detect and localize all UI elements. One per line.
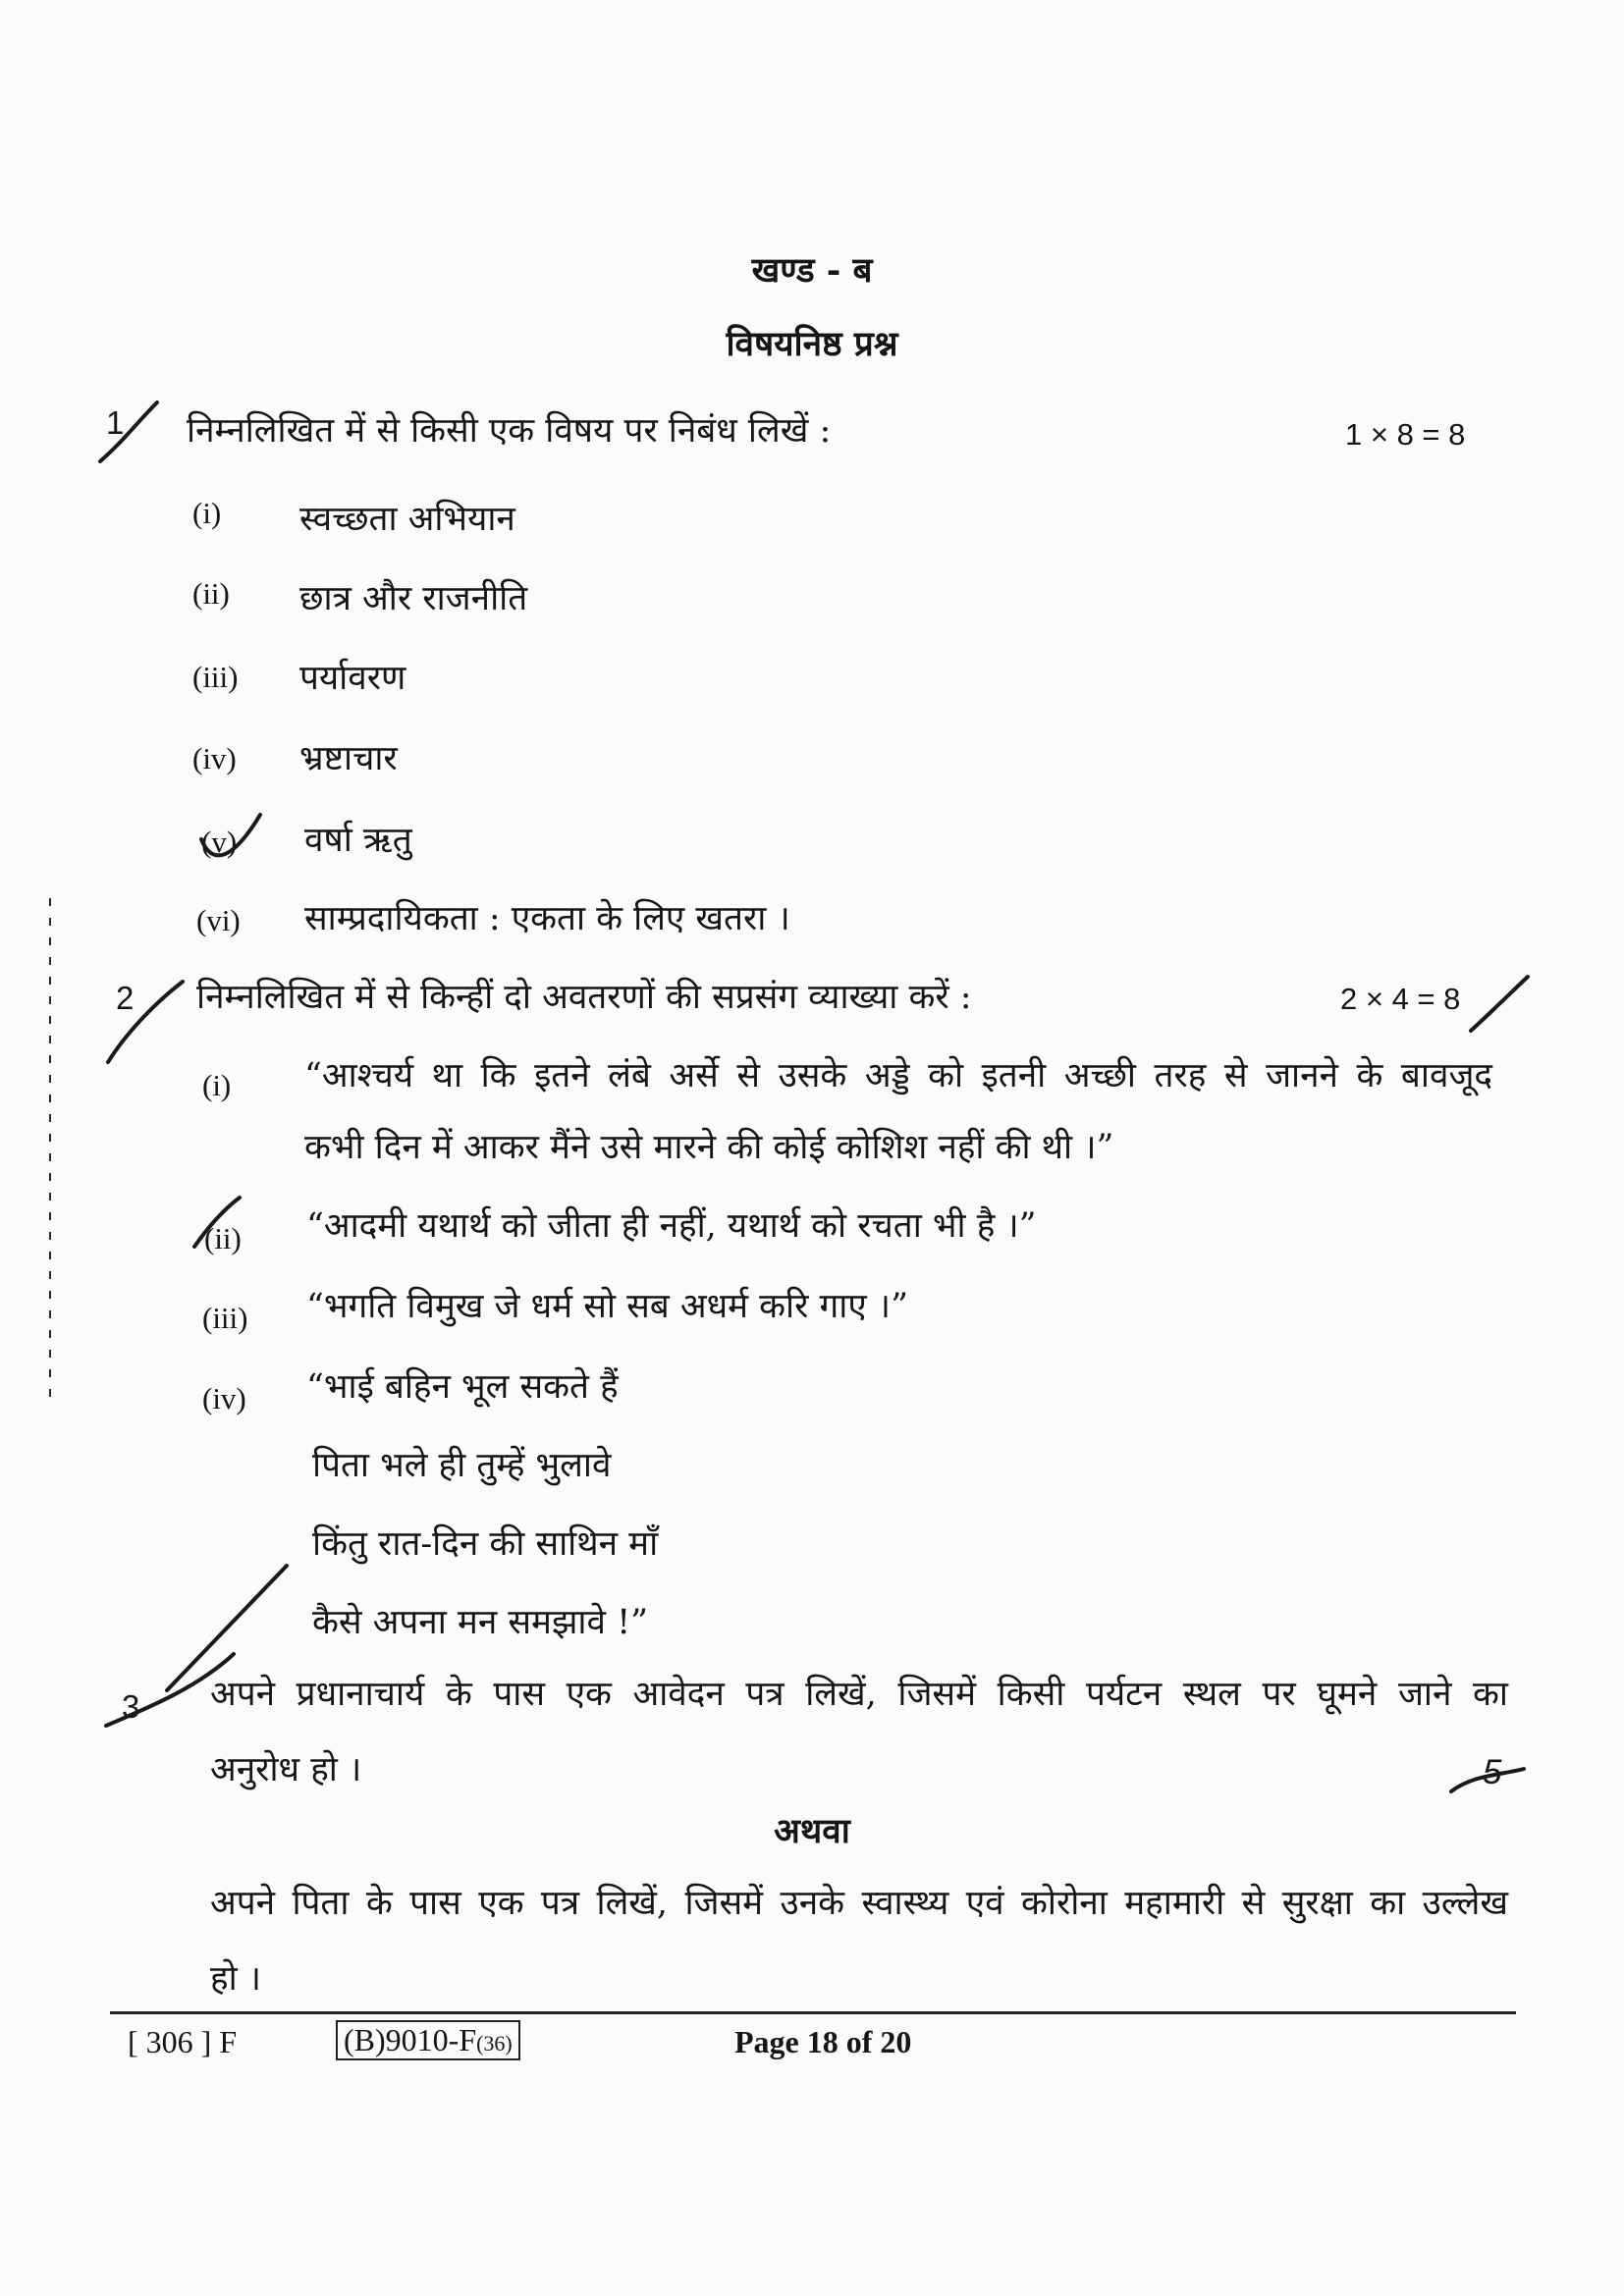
question-1-number: 1 (106, 404, 125, 441)
or-label: अथवा (774, 1811, 850, 1851)
q2-passage-line: “भाई बहिन भूल सकते हैं (306, 1367, 619, 1407)
q1-option-text: छात्र और राजनीति (299, 579, 528, 618)
q2-passage-label: (i) (202, 1068, 232, 1102)
q2-passage-line: किंतु रात-दिन की साथिन माँ (312, 1524, 659, 1564)
alternative-line: हो । (210, 1959, 262, 1999)
q2-passage-line: कैसे अपना मन समझावे !” (312, 1603, 649, 1642)
q2-passage-label: (iv) (202, 1381, 246, 1415)
q1-option-label: (ii) (192, 576, 230, 611)
q1-option-text: साम्प्रदायिकता : एकता के लिए खतरा । (304, 899, 790, 938)
q3-marks-tick (1451, 1769, 1524, 1791)
q2-tick-mark (108, 982, 183, 1062)
series-code-text: (B)9010-F (344, 2022, 477, 2057)
q1-option-label: (iv) (192, 741, 237, 775)
question-3-marks: 5 (1483, 1753, 1502, 1791)
question-2-number: 2 (116, 980, 135, 1016)
q1-option-text: पर्यावरण (299, 659, 406, 698)
q3-slash-mark (167, 1566, 287, 1690)
q2-passage-line: पिता भले ही तुम्हें भुलावे (312, 1446, 612, 1485)
q2-passage-line: “भगति विमुख जे धर्म सो सब अधर्म करि गाए ।” (306, 1287, 908, 1326)
passage-ii-tick-mark (194, 1198, 240, 1247)
question-1-marks: 1 × 8 = 8 (1345, 417, 1466, 452)
q1-option-text: वर्षा ऋतु (304, 821, 412, 860)
section-heading: खण्ड - ब (751, 250, 873, 291)
question-3-line: अनुरोध हो । (210, 1750, 362, 1789)
q2-passage-label: (ii) (204, 1221, 242, 1255)
q1-option-label: (v) (201, 825, 238, 859)
q2-marks-tick (1471, 977, 1528, 1031)
question-2-text: निम्नलिखित में से किन्हीं दो अवतरणों की सप्रसंग व्याख्या करें : (196, 978, 972, 1017)
section-subheading: विषयनिष्ठ प्रश्न (726, 324, 898, 364)
option-v-tick-mark (201, 815, 260, 855)
q2-passage-line: “आदमी यथार्थ को जीता ही नहीं, यथार्थ को रचता भी है ।” (306, 1206, 1037, 1246)
q1-option-label: (vi) (196, 903, 241, 937)
series-code-suffix: (36) (476, 2031, 513, 2056)
q2-passage-line: कभी दिन में आकर मैंने उसे मारने की कोई कोशिश नहीं की थी ।” (304, 1128, 1114, 1167)
q2-passage-label: (iii) (202, 1301, 248, 1335)
q1-tick-mark (100, 402, 157, 461)
question-3-number: 3 (122, 1688, 140, 1725)
q1-option-text: स्वच्छता अभियान (299, 500, 515, 539)
q2-passage-line: “आश्चर्य था कि इतने लंबे अर्से से उसके अड्डे को इतनी अच्छी तरह से जानने के बावजूद (304, 1056, 1492, 1095)
q1-option-label: (i) (192, 496, 222, 530)
question-2-marks: 2 × 4 = 8 (1340, 982, 1461, 1016)
alternative-line: अपने पिता के पास एक पत्र लिखें, जिसमें उनके स्वास्थ्य एवं कोरोना महामारी से सुरक्षा का उल्लेख (210, 1884, 1508, 1923)
question-1-text: निम्नलिखित में से किसी एक विषय पर निबंध लिखें : (187, 411, 832, 451)
page-number: Page 18 of 20 (734, 2024, 912, 2059)
q1-option-text: भ्रष्टाचार (299, 739, 398, 778)
paper-code: [ 306 ] F (128, 2024, 238, 2059)
q1-option-label: (iii) (192, 660, 239, 694)
question-3-line: अपने प्रधानाचार्य के पास एक आवेदन पत्र लिखें, जिसमें किसी पर्यटन स्थल पर घूमने जाने का (210, 1675, 1508, 1714)
